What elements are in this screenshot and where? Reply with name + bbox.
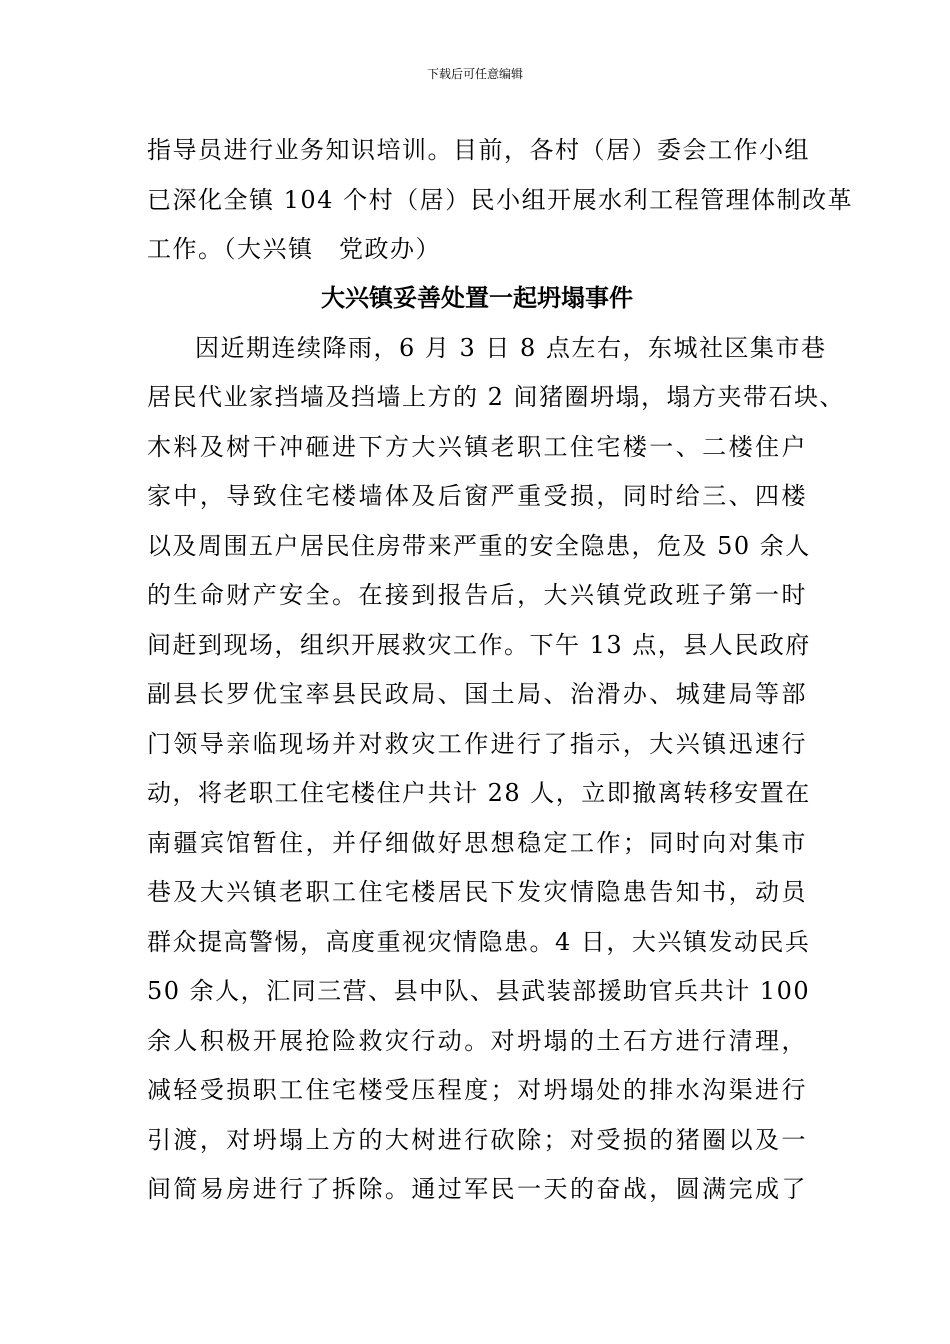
text-line: 指导员进行业务知识培训。目前，各村（居）委会工作小组 bbox=[147, 136, 810, 164]
page-header: 下载后可任意编辑 bbox=[426, 67, 523, 81]
text-line: 南疆宾馆暂住，并仔细做好思想稳定工作；同时向对集市 bbox=[147, 828, 807, 857]
text-line: 家中，导致住宅楼墙体及后窗严重受损，同时给三、四楼 bbox=[147, 482, 807, 510]
text-line: 门领导亲临现场并对救灾工作进行了指示，大兴镇迅速行 bbox=[147, 729, 807, 758]
text-line: 间简易房进行了拆除。通过军民一天的奋战，圆满完成了 bbox=[147, 1175, 807, 1203]
text-line: 引渡，对坍塌上方的大树进行砍除；对受损的猪圈以及一 bbox=[147, 1125, 807, 1154]
text-line: 木料及树干冲砸进下方大兴镇老职工住宅楼一、二楼住户 bbox=[147, 432, 807, 461]
text-line: 工作。（大兴镇 党政办） bbox=[147, 235, 441, 263]
text-line: 50 余人，汇同三营、县中队、县武装部援助官兵共计 100 bbox=[147, 977, 811, 1005]
text-line: 余人积极开展抢险救灾行动。对坍塌的土石方进行清理， bbox=[147, 1026, 807, 1055]
text-line: 群众提高警惕，高度重视灾情隐患。4 日，大兴镇发动民兵 bbox=[147, 927, 811, 956]
text-line: 间赶到现场，组织开展救灾工作。下午 13 点，县人民政府 bbox=[147, 630, 811, 659]
intro-paragraph bbox=[147, 126, 854, 275]
article bbox=[147, 274, 846, 1215]
text-line: 因近期连续降雨，6 月 3 日 8 点左右，东城社区集市巷 bbox=[195, 333, 827, 362]
text-line: 居民代业家挡墙及挡墙上方的 2 间猪圈坍塌，塌方夹带石块、 bbox=[147, 383, 846, 411]
text-line: 的生命财产安全。在接到报告后，大兴镇党政班子第一时 bbox=[147, 581, 807, 609]
text-line: 已深化全镇 104 个村（居）民小组开展水利工程管理体制改革 bbox=[147, 185, 854, 214]
article-title: 大兴镇妥善处置一起坍塌事件 bbox=[321, 284, 633, 312]
text-line: 副县长罗优宝率县民政局、国土局、治滑办、城建局等部 bbox=[147, 680, 807, 708]
text-line: 动，将老职工住宅楼住户共计 28 人，立即撤离转移安置在 bbox=[147, 779, 811, 807]
text-line: 以及周围五户居民住房带来严重的安全隐患，危及 50 余人 bbox=[147, 531, 811, 560]
text-line: 巷及大兴镇老职工住宅楼居民下发灾情隐患告知书，动员 bbox=[147, 878, 807, 906]
text-line: 减轻受损职工住宅楼受压程度；对坍塌处的排水沟渠进行 bbox=[147, 1076, 807, 1104]
